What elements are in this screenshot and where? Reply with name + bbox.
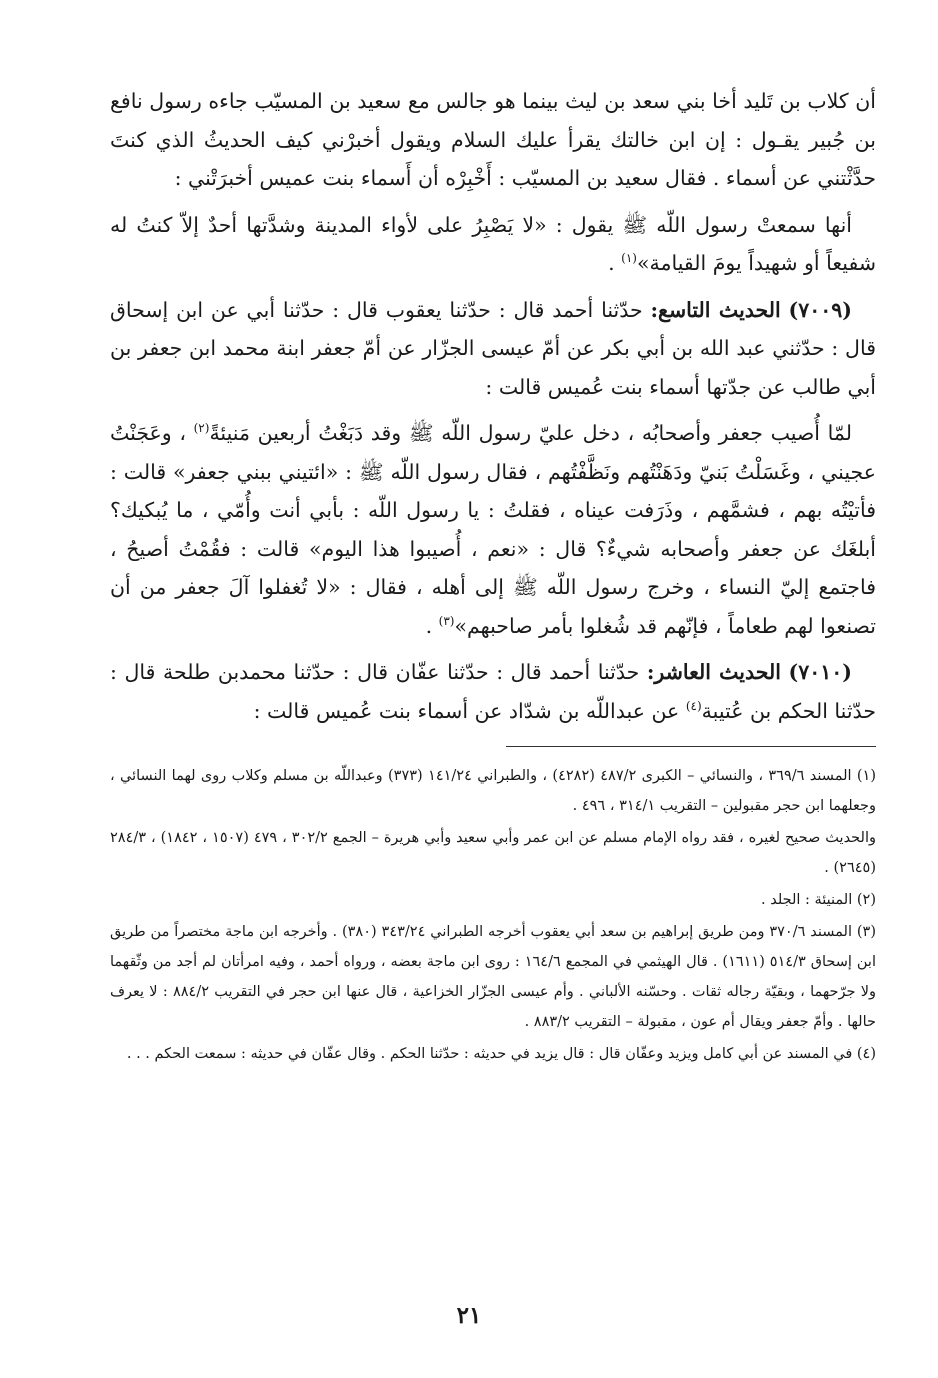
hadith-number: (٧٠١٠) xyxy=(788,660,852,684)
paragraph-4 xyxy=(110,414,876,645)
footnote-1: (١) المسند ٣٦٩/٦ ، والنسائي – الكبرى ٤٨٧/٢ (٤٢٨٢) ، والطبراني ١٤١/٢٤ (٣٧٣) وعبداللّه بن مسلم وكلاب روى لهما النسائي ، وجعلهما ابن حجر مقبولين – التقريب ٣١٤/١ ، ٤٩٦ . xyxy=(110,768,876,814)
hadith-9 xyxy=(110,291,876,407)
hadith-number: (٧٠٠٩) xyxy=(788,297,852,322)
footnote-2: (٢) المنيئة : الجلد . xyxy=(760,892,876,908)
paragraph-text: قال : حدّثنا الحكم بن عُتيبة xyxy=(110,660,876,723)
paragraph-text: أنها سمعتْ رسول اللّه ﷺ يقول : «لا يَصْبِرُ على لأواء المدينة وشدَّتها أحدٌ إلاّ كنتُ له شفيعاً أو شهيداً يومَ القيامة» xyxy=(110,212,876,275)
paragraph-text: ، وعَجَنْتُ عجيني ، وغَسَلْتُ بَنيّ ودَهَنْتُهم ونَظَّفْتُهم ، فقال رسول اللّه ﷺ : «ائتيني ببني جعفر» قالت : فأتيْتُه بهم ، فشمَّهم ، وذَرَفت عيناه ، فقلتُ : يا رسول اللّه : بأبي أنت وأُمّي ، ما يُبكيك؟ أبلغَك عن جعفر وأصحابه شيءٌ؟ قال : «نعم ، أُصيبوا هذا اليوم» قالت : فقُمْتُ أصيحُ ، فاجتمع إليّ النساء ، وخرج رسول اللّه ﷺ إلى أهله ، فقال : «لا تُغفلوا آلَ جعفر من أن تصنعوا لهم طعاماً ، فإنّهم قد شُغلوا بأمر صاحبهم» xyxy=(110,421,876,638)
paragraph-text: أن كلاب بن تَليد أخا بني سعد بن ليث بينما هو جالس مع سعيد بن المسيّب جاءه رسول نافع بن جُبير يقـول : إن ابن خالتك يقرأ عليك السلام ويقول أخبرْني كيف الحديثُ الذي كنتَ حدَّثْتني عن أسماء . فقال سعيد بن المسيّب : أَخْبِرْه أن أَسماء بنت عميس أخبرَتْني : xyxy=(110,89,876,190)
hadith-title: الحديث التاسع: xyxy=(650,297,781,322)
end-dot: . xyxy=(608,251,622,275)
page-number: ٢١ xyxy=(456,1302,482,1329)
footnote-marker: (٣) xyxy=(438,613,455,628)
footnote-marker: (٤) xyxy=(685,698,702,713)
paragraph-text: لمّا أُصيب جعفر وأصحابُه ، دخل عليّ رسول اللّه ﷺ وقد دَبَغْتُ أربعين مَنيئةً xyxy=(209,421,852,445)
footnotes xyxy=(110,761,876,1069)
hadith-title: الحديث العاشر: xyxy=(646,660,781,684)
paragraph-text: قال : حدّثنا أبي عن ابن إسحاق قال : حدّثني عبد الله بن أبي بكر عن أمّ عيسى الجزّار عن أمّ جعفر ابنة محمد ابن جعفر بن أبي طالب عن جدّتها أسماء بنت عُميس قالت : xyxy=(110,297,876,399)
hadith-chain-start: حدّثنا أحمد قال : حدّثنا يعقوب xyxy=(385,297,643,322)
paragraph-1 xyxy=(110,82,876,198)
footnote-marker: (١) xyxy=(621,251,637,266)
paragraph-2 xyxy=(110,206,876,283)
hadith-chain-start: حدّثنا أحمد قال : حدّثنا عفّان قال : حدّثنا محمدبن طلحة xyxy=(162,660,640,684)
footnote-1-cont: والحديث صحيح لغيره ، فقد رواه الإمام مسلم عن ابن عمر وأبي سعيد وأبي هريرة – الجمع ٣٠٢/٢ ، ٤٧٩ (١٥٠٧ ، ١٨٤٢) ، ٢٨٤/٣ (٢٦٤٥) . xyxy=(110,830,876,876)
footnote-4: (٤) في المسند عن أبي كامل ويزيد وعفّان قال : قال يزيد في حديثه : حدّثنا الحكم . وقال عفّان في حديثه : سمعت الحكم . . . xyxy=(126,1046,876,1062)
end-dot: . xyxy=(425,613,439,638)
hadith-10 xyxy=(110,653,876,730)
footnote-3: (٣) المسند ٣٧٠/٦ ومن طريق إبراهيم بن سعد أبي يعقوب أخرجه الطبراني ٣٤٣/٢٤ (٣٨٠) . وأخرجه ابن ماجة مختصراً من طريق ابن إسحاق ٥١٤/٣ (١٦١١) . قال الهيثمي في المجمع ١٦٤/٦ : روى ابن ماجة بعضه ، ورواه أحمد ، وفيه امرأتان لم أجد من وثّقهما ولا جرّحهما ، وبقيّة رجاله ثقات . وحسّنه الألباني . وأم عيسى الجزّار الخزاعية ، قال عنها ابن حجر في التقريب ٨٨٤/٢ : لا يعرف حالها . وأمّ جعفر ويقال أم عون ، مقبولة – التقريب ٨٨٣/٢ . xyxy=(110,924,876,1030)
footnote-marker: (٢) xyxy=(193,421,210,436)
paragraph-text: عن عبداللّه بن شدّاد عن أسماء بنت عُميس قالت : xyxy=(253,698,680,723)
footnote-divider xyxy=(506,746,876,747)
main-text xyxy=(110,82,876,730)
